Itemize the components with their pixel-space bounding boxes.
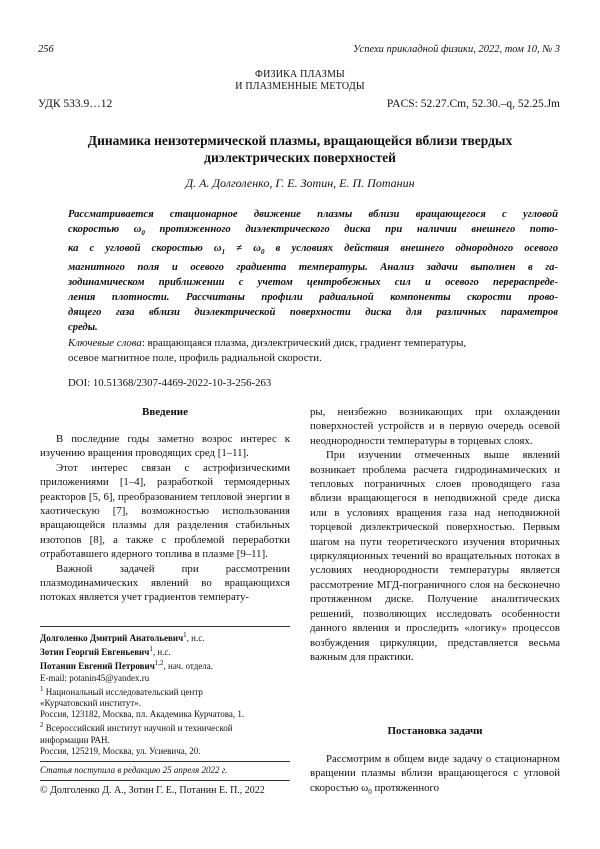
email: E-mail: potanin45@yandex.ru bbox=[40, 672, 150, 683]
institution-address: Россия, 123182, Москва, пл. Академика Курчатова, 1. bbox=[40, 709, 245, 720]
abstract-line: среды. bbox=[68, 322, 98, 334]
abstract-line: дящего газа вблизи диэлектрической поверхности диска для различных параметров bbox=[68, 307, 558, 319]
received-date: Статья поступила в редакцию 25 апреля 2022 г. bbox=[40, 765, 228, 775]
abstract-line: Рассматривается стационарное движение плазмы вблизи вращающегося с угловой bbox=[68, 209, 558, 220]
abstract bbox=[68, 207, 558, 335]
paragraph: В последние годы заметно возрос интерес к изучению вращения проводящих сред [1–11]. bbox=[40, 433, 290, 460]
institution: информации РАН. bbox=[40, 734, 110, 745]
footnote-divider bbox=[40, 626, 290, 627]
section-line-2: И ПЛАЗМЕННЫЕ МЕТОДЫ bbox=[235, 81, 365, 92]
section-heading-introduction: Введение bbox=[141, 406, 189, 418]
copyright: © Долголенко Д. А., Зотин Г. Е., Потанин Е. П., 2022 bbox=[40, 785, 265, 796]
title-line-1: Динамика неизотермической плазмы, вращающейся вблизи твердых bbox=[87, 133, 513, 148]
abstract-line: магнитного поля и осевого градиента температуры. Анализ задачи выполнен в га- bbox=[68, 262, 558, 274]
abstract-line: ка с угловой скоростью $\omega_1 \ne \omega_0$ в условиях действия внешнего однородного осевого bbox=[68, 243, 558, 257]
title-line-2: диэлектрических поверхностей bbox=[204, 150, 396, 165]
author-info: Потанин Евгений Петрович$^{1,2}$, нач. отдела. bbox=[40, 659, 214, 672]
paragraph: Важной задачей при рассмотрении плазмодинамических явлений во вращающихся потоках является учет градиентов температу- bbox=[40, 562, 290, 604]
pacs-codes: PACS: 52.27.Cm, 52.30.–q, 52.25.Jm bbox=[386, 98, 560, 110]
udk-code: УДК 533.9…12 bbox=[38, 98, 113, 110]
received-divider bbox=[40, 761, 290, 762]
institution-address: Россия, 125219, Москва, ул. Усиевича, 20. bbox=[40, 745, 201, 756]
institution: «Курчатовский институт». bbox=[40, 698, 142, 709]
author-affiliations bbox=[40, 630, 295, 757]
author-info: Долголенко Дмитрий Анатольевич$^1$, н.с. bbox=[40, 631, 205, 643]
abstract-line: скоростью $\omega_0$ протяженного диэлектрического диска при наличии внешнего пото- bbox=[68, 224, 558, 238]
doi: DOI: 10.51368/2307-4469-2022-10-3-256-263 bbox=[68, 377, 272, 389]
institution: $^1$ Национальный исследовательский центр bbox=[40, 684, 203, 697]
section-line-1: ФИЗИКА ПЛАЗМЫ bbox=[255, 69, 345, 80]
journal-header: Успехи прикладной физики, 2022, том 10, № 3 bbox=[352, 44, 560, 55]
keywords-line-1: Ключевые слова: вращающаяся плазма, диэлектрический диск, градиент температуры, bbox=[68, 337, 467, 349]
institution: $^2$ Всероссийский институт научной и технической bbox=[40, 721, 233, 734]
abstract-line: зодинамическом приближении с учетом центробежных сил и осевого перераспреде- bbox=[68, 277, 558, 289]
keywords-line-2: осевое магнитное поле, профиль радиальной скорости. bbox=[68, 351, 322, 364]
page-number: 256 bbox=[38, 44, 54, 55]
copyright-divider bbox=[40, 780, 290, 781]
paragraph: Этот интерес связан с астрофизическими приложениями [1–4], разработкой термоядерных реакторов [5, 6], преобразованием тепловой энергии в хаотическую [7], возможностью использования вращающейся плазмы для разделения стабильных изотопов [8], а также с проблемой переработки отработавшего ядерного топлива в плазме [9–11]. bbox=[40, 461, 290, 561]
right-column-body bbox=[310, 405, 560, 664]
authors: Д. А. Долголенко, Г. Е. Зотин, Е. П. Потанин bbox=[185, 176, 415, 190]
abstract-line: ления плотности. Рассчитаны профили радиальной компоненты скорости прово- bbox=[68, 292, 558, 304]
keywords bbox=[68, 336, 558, 365]
left-column-body bbox=[40, 432, 290, 605]
keywords-label: Ключевые слова bbox=[68, 337, 142, 349]
section-label bbox=[0, 69, 600, 93]
paragraph: Рассмотрим в общем виде задачу о стационарном вращении плазмы вблизи вращающегося с угловой скоростью $\omega_0$ протяженного bbox=[310, 753, 560, 796]
author-info: Зотин Георгий Евгеньевич$^1$, н.с. bbox=[40, 645, 171, 658]
article-title bbox=[40, 132, 560, 166]
section-heading-problem: Постановка задачи bbox=[387, 725, 483, 737]
paragraph: ры, неизбежно возникающих при охлаждении поверхностей устройств и в первую очередь осевой неоднородности температуры в торцевых слоях. bbox=[310, 406, 560, 447]
right-column-body-2 bbox=[310, 752, 560, 799]
paragraph: При изучении отмеченных выше явлений возникает проблема расчета гидродинамических и тепловых пограничных слоев проводящего газа вблизи вращающегося в неподвижной среде диска или в условиях вращения газа над неподвижной торцевой диэлектрической поверхностью. Первым шагом на пути теоретического изучения вторичных циркуляционных течений во вращательных потоках в условиях неоднородности температуры является рассмотрение МГД-пограничного слоя на бесконечно протяженном диске. Получение аналитических решений, позволяющих исследовать особенности данного явления и проследить «логику» процессов возбуждения циркуляции, представляется весьма важным для практики. bbox=[310, 449, 560, 663]
